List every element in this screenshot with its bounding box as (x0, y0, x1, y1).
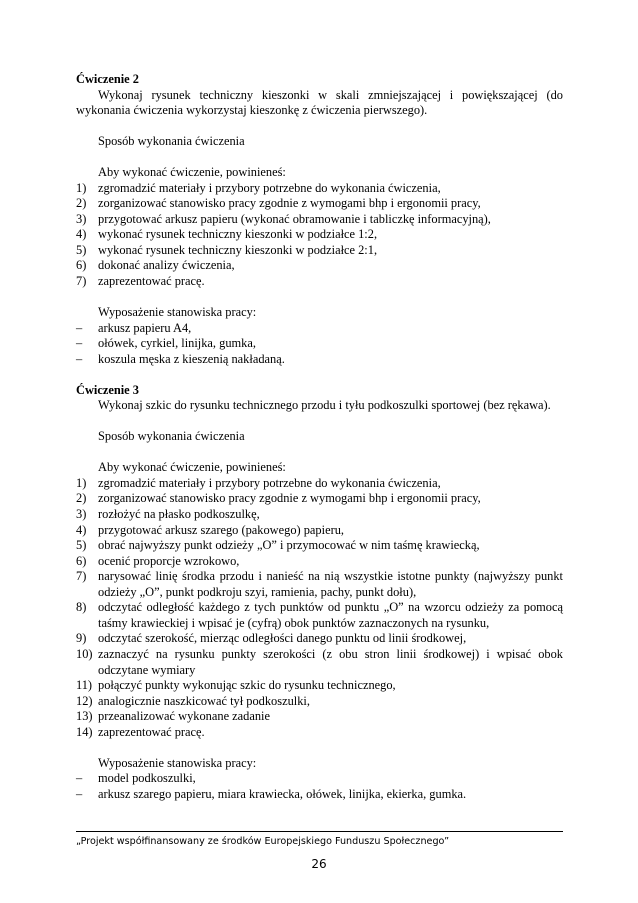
list-item: 6) ocenić proporcje wzrokowo, (76, 553, 240, 568)
list-item: 13) przeanalizować wykonane zadanie (76, 709, 270, 724)
list-item: 11) połączyć punkty wykonując szkic do rysunku technicznego, (76, 678, 396, 693)
list-item: 9) odczytać szerokość, mierząc odległości danego punktu od linii środkowej, (76, 631, 467, 646)
list-item: 1) zgromadzić materiały i przybory potrzebne do wykonania ćwiczenia, (76, 475, 441, 490)
list-item: 4) przygotować arkusz szarego (pakowego) papieru, (76, 522, 344, 537)
exercise-3-steps-intro: Aby wykonać ćwiczenie, powinieneś: (98, 460, 286, 475)
exercise-3-steps-list (76, 476, 563, 740)
exercise-3-method-heading: Sposób wykonania ćwiczenia (98, 429, 245, 444)
exercise-3-intro: Wykonaj szkic do rysunku technicznego przodu i tyłu podkoszulki sportowej (bez rękawa). (98, 398, 551, 413)
dash-bullet-icon: – (76, 786, 83, 801)
list-item: 4) wykonać rysunek techniczny kieszonki w podziałce 1:2, (76, 227, 378, 242)
exercise-2-title: Ćwiczenie 2 (76, 72, 139, 86)
dash-bullet-icon: – (76, 320, 83, 335)
dash-bullet-icon: – (76, 351, 83, 366)
list-item: – model podkoszulki, (76, 771, 196, 786)
list-item: 3) przygotować arkusz papieru (wykonać obramowanie i tabliczkę informacyjną), (76, 211, 491, 226)
list-item: 2) zorganizować stanowisko pracy zgodnie z wymogami bhp i ergonomii pracy, (76, 491, 481, 506)
exercise-2-method-heading: Sposób wykonania ćwiczenia (98, 134, 245, 149)
dash-bullet-icon: – (76, 336, 83, 351)
list-item: 7) narysować linię środka przodu i nanieść na nią wszystkie istotne punkty (najwyższy punkt odzieży „O”, punkt podkroju szyi, ramienia, pachy, punkt dołu), (76, 569, 563, 599)
list-item: – koszula męska z kieszenią nakładaną. (76, 351, 285, 366)
list-item: 7) zaprezentować pracę. (76, 274, 205, 289)
exercise-3-title: Ćwiczenie 3 (76, 382, 139, 397)
dash-bullet-icon: – (76, 771, 83, 786)
exercise-2-intro: Wykonaj rysunek techniczny kieszonki w skali zmniejszającej i powiększającej (do wykonania ćwiczenia wykorzystaj kieszonkę z ćwiczenia pierwszego). (76, 87, 563, 118)
list-item: 2) zorganizować stanowisko pracy zgodnie z wymogami bhp i ergonomii pracy, (76, 196, 481, 211)
list-item: 12) analogicznie naszkicować tył podkoszulki, (76, 693, 310, 708)
list-item: 8) odczytać odległość każdego z tych punktów od punktu „O” na wzorcu odzieży za pomocą taśmy krawieckiej i wpisać je (cyfrą) obok punktów zaznaczonych na rysunku, (76, 600, 563, 630)
list-item: – arkusz szarego papieru, miara krawiecka, ołówek, linijka, ekierka, gumka. (76, 786, 467, 801)
list-item: – ołówek, cyrkiel, linijka, gumka, (76, 336, 256, 351)
document-body (76, 72, 563, 802)
list-item: 10) zaznaczyć na rysunku punkty szerokości (z obu stron linii środkowej) i wpisać obok odczytane wymiary (76, 646, 563, 677)
list-item: 5) wykonać rysunek techniczny kieszonki w podziałce 2:1, (76, 242, 378, 257)
exercise-3-equipment-heading: Wyposażenie stanowiska pracy: (98, 755, 257, 770)
list-item: – arkusz papieru A4, (76, 320, 192, 335)
page-footer: „Projekt współfinansowany ze środków Europejskiego Funduszu Społecznego” (76, 831, 563, 847)
exercise-2-steps-intro: Aby wykonać ćwiczenie, powinieneś: (98, 165, 286, 180)
list-item: 3) rozłożyć na płasko podkoszulkę, (76, 507, 260, 522)
list-item: 14) zaprezentować pracę. (76, 724, 205, 739)
page-number: 26 (311, 857, 327, 871)
exercise-2-equipment-heading: Wyposażenie stanowiska pracy: (98, 305, 257, 320)
exercise-3-equipment-list (76, 771, 563, 802)
exercise-2-steps-list (76, 181, 563, 290)
list-item: 1) zgromadzić materiały i przybory potrzebne do wykonania ćwiczenia, (76, 180, 441, 195)
list-item: 5) obrać najwyższy punkt odzieży „O” i przymocować w nim taśmę krawiecką, (76, 538, 480, 553)
exercise-2-equipment-list (76, 321, 563, 368)
list-item: 6) dokonać analizy ćwiczenia, (76, 258, 235, 273)
